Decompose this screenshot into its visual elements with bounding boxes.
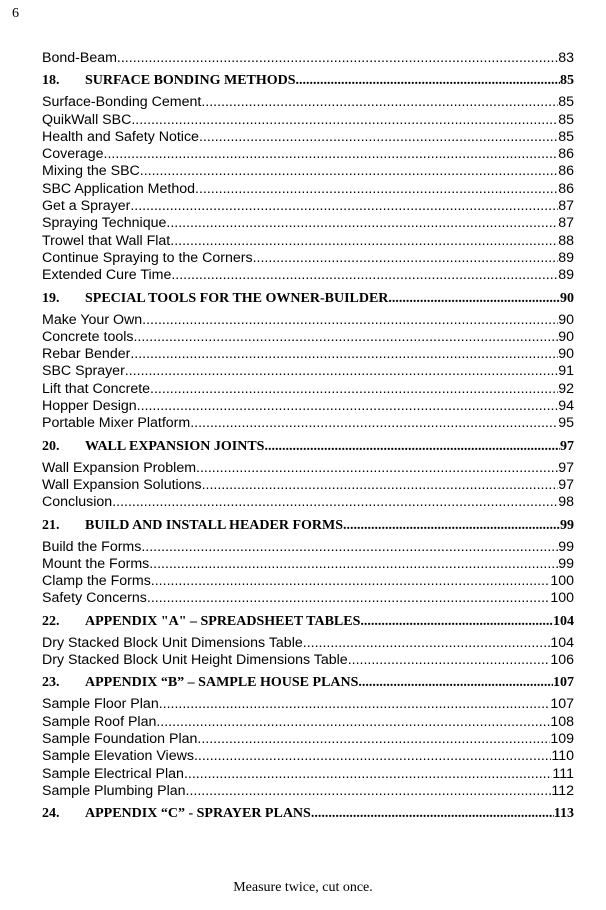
toc-entry-title: Concrete tools bbox=[42, 328, 134, 345]
toc-entry-title: Sample Electrical Plan bbox=[42, 765, 184, 782]
dot-leader bbox=[171, 267, 558, 284]
toc-entry-row bbox=[42, 494, 574, 511]
dot-leader bbox=[150, 381, 558, 398]
toc-entry-title: QuikWall SBC bbox=[42, 111, 132, 128]
toc-entry-row bbox=[42, 635, 574, 652]
toc-entry-row bbox=[42, 346, 574, 363]
dot-leader bbox=[201, 94, 558, 111]
toc-entry-title: Mixing the SBC bbox=[42, 163, 140, 180]
toc-entry-title: Clamp the Forms bbox=[42, 573, 151, 590]
dot-leader bbox=[151, 573, 551, 590]
toc-entry-row bbox=[42, 731, 574, 748]
toc-entry-row bbox=[42, 181, 574, 198]
toc-entry-title: Make Your Own bbox=[42, 311, 143, 328]
toc-chapter-row bbox=[42, 289, 574, 309]
toc-chapter-title: SURFACE BONDING METHODS bbox=[85, 73, 296, 89]
toc-page-number: 99 bbox=[558, 538, 574, 555]
toc-entry-title: Continue Spraying to the Corners bbox=[42, 249, 253, 266]
dot-leader bbox=[147, 590, 550, 607]
toc-chapter-row bbox=[42, 71, 574, 91]
toc-page-number: 110 bbox=[551, 748, 574, 765]
toc-page-number: 90 bbox=[558, 346, 574, 363]
toc-page-number: 89 bbox=[558, 249, 574, 266]
toc-entry-row bbox=[42, 573, 574, 590]
toc-entry-row bbox=[42, 460, 574, 477]
dot-leader bbox=[166, 215, 558, 232]
toc-entry-title: Sample Foundation Plan bbox=[42, 730, 198, 747]
toc-entry-row bbox=[42, 766, 574, 783]
toc-page-number: 85 bbox=[558, 94, 574, 111]
toc-page-number: 85 bbox=[560, 73, 574, 89]
toc-page-number: 107 bbox=[550, 696, 574, 713]
dot-leader bbox=[202, 477, 559, 494]
toc-entry-title: Sample Floor Plan bbox=[42, 696, 159, 713]
toc-entry-row bbox=[42, 415, 574, 432]
toc-chapter-title: APPENDIX "A" – SPREADSHEET TABLES bbox=[85, 613, 361, 629]
toc-page-number: 98 bbox=[558, 494, 574, 511]
dot-leader bbox=[264, 437, 560, 457]
toc-page-number: 87 bbox=[558, 198, 574, 215]
dot-leader bbox=[125, 363, 558, 380]
toc-entry-title: Dry Stacked Block Unit Height Dimensions Table bbox=[42, 652, 348, 669]
toc-chapter-row bbox=[42, 437, 574, 457]
toc-chapter-title: SPECIAL TOOLS FOR THE OWNER-BUILDER bbox=[85, 290, 389, 306]
dot-leader bbox=[112, 494, 558, 511]
toc-entry-title: Mount the Forms bbox=[42, 555, 150, 572]
toc-chapter-number: 24. bbox=[42, 806, 60, 822]
dot-leader bbox=[196, 460, 558, 477]
toc-entry-title: Wall Expansion Problem bbox=[42, 459, 197, 476]
toc-entry-row bbox=[42, 198, 574, 215]
toc-chapter-title: APPENDIX “B” – SAMPLE HOUSE PLANS bbox=[85, 675, 359, 691]
toc-chapter-row bbox=[42, 516, 574, 536]
dot-leader bbox=[184, 766, 552, 783]
dot-leader bbox=[253, 250, 559, 267]
toc-page-number: 83 bbox=[558, 50, 574, 66]
toc-entry-row bbox=[42, 146, 574, 163]
toc-entry-row bbox=[42, 696, 574, 713]
toc-page-number: 94 bbox=[558, 398, 574, 415]
toc-page-number: 91 bbox=[558, 363, 574, 380]
toc-entry-title: Spraying Technique bbox=[42, 215, 167, 232]
toc-page-number: 113 bbox=[553, 806, 574, 822]
dot-leader bbox=[142, 312, 558, 329]
toc-page-number: 97 bbox=[558, 476, 574, 493]
toc-entry-row bbox=[42, 267, 574, 284]
toc-chapter-row bbox=[42, 804, 574, 824]
toc-entry-title: Sample Roof Plan bbox=[42, 713, 157, 730]
toc-entry-row bbox=[42, 477, 574, 494]
toc-entry-title: Bond-Beam bbox=[42, 50, 117, 66]
toc-page-number: 107 bbox=[553, 675, 574, 691]
toc-entry-row bbox=[42, 329, 574, 346]
toc-chapter-number: 20. bbox=[42, 438, 60, 454]
toc-entry-row bbox=[42, 250, 574, 267]
dot-leader bbox=[296, 71, 560, 91]
toc-chapter-title: BUILD AND INSTALL HEADER FORMS bbox=[85, 517, 344, 533]
toc-entry-title: Sample Elevation Views bbox=[42, 748, 194, 765]
toc-page-number: 104 bbox=[550, 634, 574, 651]
toc-page-number: 100 bbox=[550, 573, 574, 590]
toc-page-number: 111 bbox=[552, 765, 574, 782]
toc-page-number: 100 bbox=[550, 590, 574, 607]
dot-leader bbox=[130, 198, 558, 215]
dot-leader bbox=[388, 289, 560, 309]
toc-entry-title: Get a Sprayer bbox=[42, 198, 131, 215]
dot-leader bbox=[186, 783, 552, 800]
toc-chapter-title: APPENDIX “C” - SPRAYER PLANS bbox=[85, 806, 311, 822]
dot-leader bbox=[137, 398, 559, 415]
dot-leader bbox=[149, 556, 558, 573]
toc-page-number: 85 bbox=[558, 111, 574, 128]
toc-entry-row bbox=[42, 539, 574, 556]
toc-chapter-number: 19. bbox=[42, 290, 60, 306]
toc-entry-title: Portable Mixer Platform bbox=[42, 415, 191, 432]
toc-entry-row bbox=[42, 233, 574, 250]
toc-page-number: 90 bbox=[558, 311, 574, 328]
toc-entry-row bbox=[42, 748, 574, 765]
toc-page-number: 86 bbox=[558, 163, 574, 180]
dot-leader bbox=[307, 635, 551, 652]
dot-leader bbox=[117, 50, 558, 67]
toc-entry-row bbox=[42, 94, 574, 111]
dot-leader bbox=[131, 112, 558, 129]
toc-entry-row bbox=[42, 363, 574, 380]
toc-page-number: 90 bbox=[560, 290, 574, 306]
toc-page-number: 99 bbox=[558, 555, 574, 572]
footer-motto: Measure twice, cut once. bbox=[233, 880, 373, 895]
dot-leader bbox=[133, 329, 558, 346]
toc-entry-title: Wall Expansion Solutions bbox=[42, 476, 202, 493]
toc-page-number: 99 bbox=[560, 517, 574, 533]
toc-entry-row bbox=[42, 590, 574, 607]
dot-leader bbox=[195, 181, 558, 198]
toc-page-number: 97 bbox=[558, 459, 574, 476]
toc-entry-row bbox=[42, 112, 574, 129]
toc-entry-title: Rebar Bender bbox=[42, 346, 131, 363]
toc-entry-title: SBC Application Method bbox=[42, 180, 195, 197]
toc-page-number: 85 bbox=[558, 128, 574, 145]
dot-leader bbox=[311, 804, 554, 824]
dot-leader bbox=[194, 748, 551, 765]
toc-chapter-number: 23. bbox=[42, 675, 60, 691]
toc-entry-title: Coverage bbox=[42, 146, 104, 163]
dot-leader bbox=[130, 346, 558, 363]
toc-entry-title: Sample Plumbing Plan bbox=[42, 782, 186, 799]
dot-leader bbox=[104, 146, 559, 163]
toc-page-number: 87 bbox=[558, 215, 574, 232]
toc-entry-title: Trowel that Wall Flat bbox=[42, 232, 171, 249]
dot-leader bbox=[140, 163, 558, 180]
toc-chapter-number: 21. bbox=[42, 517, 60, 533]
toc-page-number: 90 bbox=[558, 328, 574, 345]
toc-entry-title: Hopper Design bbox=[42, 398, 137, 415]
toc-entry-row bbox=[42, 163, 574, 180]
dot-leader bbox=[360, 612, 553, 632]
dot-leader bbox=[190, 415, 558, 432]
toc-entry-row bbox=[42, 783, 574, 800]
toc-page-number: 86 bbox=[558, 180, 574, 197]
toc-chapter-row bbox=[42, 612, 574, 632]
toc-chapter-number: 18. bbox=[42, 73, 60, 89]
toc-page-number: 89 bbox=[558, 267, 574, 284]
toc-entry-row bbox=[42, 556, 574, 573]
toc-entry-title: Build the Forms bbox=[42, 538, 142, 555]
dot-leader bbox=[170, 233, 558, 250]
toc-page-number: 109 bbox=[550, 730, 574, 747]
toc-entry-row bbox=[42, 215, 574, 232]
dot-leader bbox=[358, 673, 553, 693]
toc-entry-row bbox=[42, 652, 574, 669]
toc-entry-row bbox=[42, 398, 574, 415]
toc-page-number: 92 bbox=[558, 380, 574, 397]
toc-page-number: 97 bbox=[560, 438, 574, 454]
dot-leader bbox=[199, 129, 558, 146]
toc-entry-row bbox=[42, 381, 574, 398]
toc-entry-title: Dry Stacked Block Unit Dimensions Table. bbox=[42, 634, 307, 651]
toc-entry-title: Surface-Bonding Cement bbox=[42, 94, 202, 111]
toc-chapter-number: 22. bbox=[42, 613, 60, 629]
toc-page-number: 104 bbox=[553, 613, 574, 629]
toc-entry-title: Safety Concerns bbox=[42, 590, 147, 607]
toc-page-number: 106 bbox=[550, 652, 574, 669]
toc-entry-title: Extended Cure Time bbox=[42, 267, 172, 284]
dot-leader bbox=[348, 652, 551, 669]
dot-leader bbox=[197, 731, 550, 748]
dot-leader bbox=[156, 714, 550, 731]
page-number: 6 bbox=[12, 6, 19, 21]
toc-chapter-row bbox=[42, 673, 574, 693]
toc-page-number: 86 bbox=[558, 146, 574, 163]
dot-leader bbox=[159, 696, 551, 713]
toc-page-number: 112 bbox=[551, 782, 574, 799]
toc-entry-row bbox=[42, 50, 574, 67]
toc-entry-row bbox=[42, 714, 574, 731]
toc-page-number: 108 bbox=[550, 713, 574, 730]
table-of-contents bbox=[42, 50, 574, 827]
dot-leader bbox=[343, 516, 560, 536]
toc-entry-title: Health and Safety Notice bbox=[42, 128, 199, 145]
toc-entry-row bbox=[42, 129, 574, 146]
toc-entry-row bbox=[42, 312, 574, 329]
toc-page-number: 88 bbox=[558, 232, 574, 249]
toc-entry-title: Conclusion bbox=[42, 494, 113, 511]
dot-leader bbox=[141, 539, 558, 556]
toc-entry-title: Lift that Concrete bbox=[42, 380, 151, 397]
toc-entry-title: SBC Sprayer bbox=[42, 363, 125, 380]
toc-chapter-title: WALL EXPANSION JOINTS bbox=[85, 438, 265, 454]
toc-page-number: 95 bbox=[558, 415, 574, 432]
